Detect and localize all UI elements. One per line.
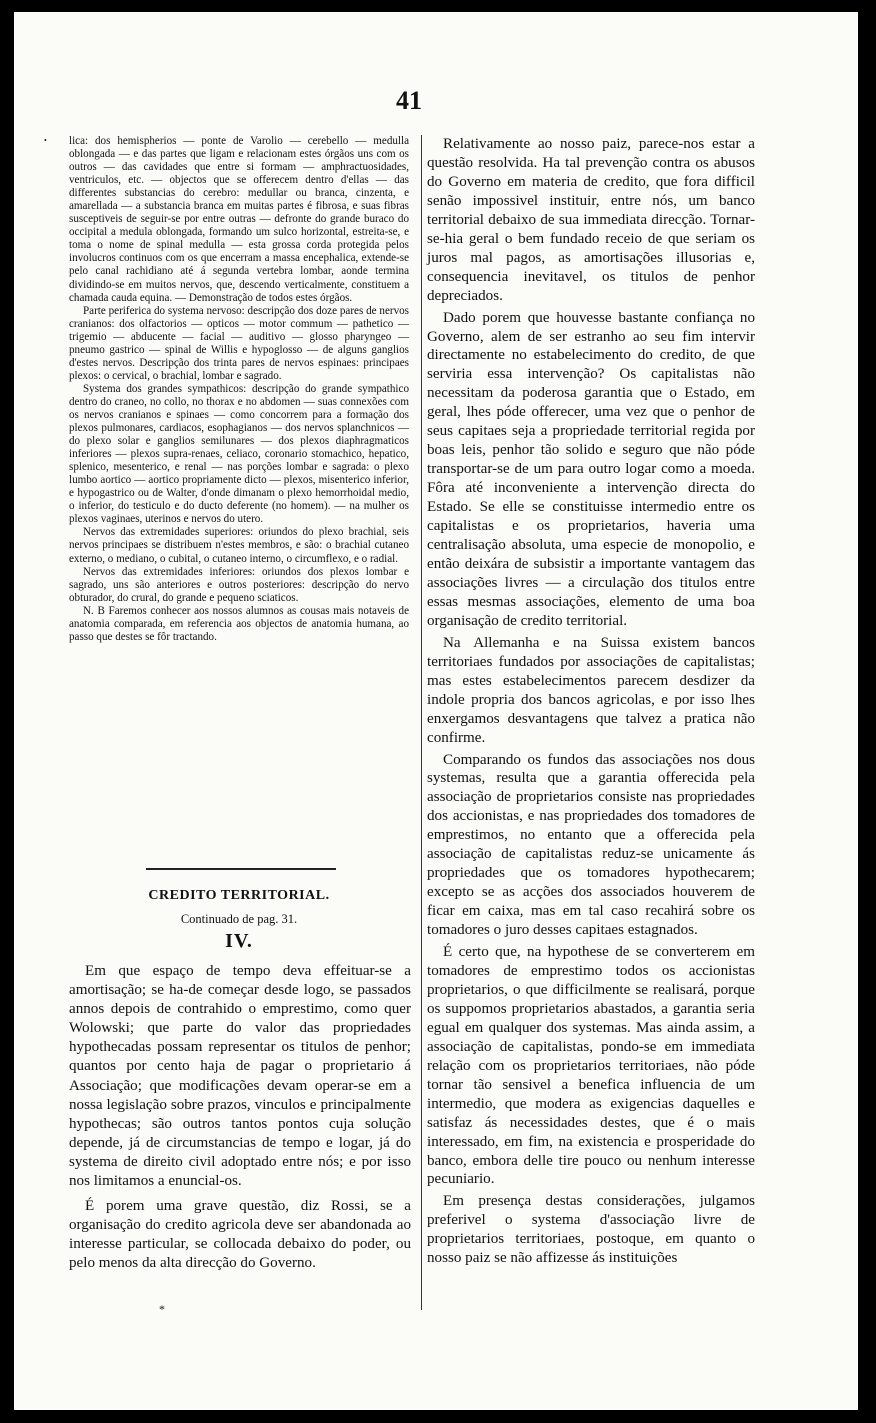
paragraph: lica: dos hemispherios — ponte de Varolio — cerebello — medulla oblongada — e das partes que ligam e relacionam estes órgãos uns com os outros — das cavidades que entre si formam — amphractuosidades, ventriculos, etc. — objectos que se offerecem dentro d'ellas — das differentes substancias do cerebro: medullar ou branca, cinzenta, e amarellada — a substancia branca em muitas partes é fibrosa, e suas fibras susceptiveis de seguir-se por entre outras — defronte do grande buraco do occipital a medula oblongada, formando um sulco horizontal, estreita-se, e toma o nome de spinal medulla — esta grossa corda protegida pelos involucros continuos com os que encerram a massa encephalica, extende-se pelo canal rachidiano até á segunda vertebra lombar, aonde termina dividindo-se em muitos nervos, que, descendo verticalmente, constituem a chamada cauda equina. — Demonstração de todos estes órgãos. xyxy=(69,135,409,304)
paragraph: Em que espaço de tempo deva effeituar-se a amortisação; se ha-de começar desde logo, se passados annos depois de contrahido o emprestimo, como quer Wolowski; que parte do valor das propriedades hypothecadas possam representar os titulos de penhor; quantos por cento haja de pagar o proprietario á Associação; que modificações devam operar-se em a nossa legislação sobre prazos, vinculos e principalmente hypothecas; são outros tantos pontos cuja solução depende, já de circumstancias de tempo e logar, já do systema de direito civil adoptado entre nós; e por isso nos limitamos a enuncial-os. xyxy=(69,963,411,1190)
column-divider xyxy=(421,135,422,1310)
paragraph: Na Allemanha e na Suissa existem bancos territoriaes fundados por associações de capitalistas; mas estes estabelecimentos parecem desdizer da indole propria dos bancos agricolas, e por isso lhes enxergamos desvantagens que talvez a pratica não confirme. xyxy=(427,634,755,746)
section-rule xyxy=(146,868,336,870)
footer-mark: * xyxy=(159,1302,165,1316)
right-column-text xyxy=(427,135,755,1268)
paragraph: Systema dos grandes sympathicos: descripção do grande sympathico dentro do craneo, no collo, no thorax e no abdomen — suas connexões com os nervos cranianos e spinaes — como concorrem para a formação dos plexos pulmonares, cardiacos, esophagianos — dos nervos splanchnicos — do plexo solar e ganglios semilunares — dos plexos diaphragmaticos inferiores — plexos supra-renaes, celiaco, coronario stomachico, hepatico, splenico, mesenterico, e renal — nas porções lombar e sagrada: o plexo lumbo aortico — aortico propriamente dicto — plexos, misenterico inferior, e hypogastrico ou de Walter, d'onde dimanam o plexo hemorrhoidal medio, o inferior, do testiculo e do ducto deferente (no homem). — na mulher os plexos vaginaes, uterinos e nervos do utero. xyxy=(69,382,409,526)
paragraph: É certo que, na hypothese de se converterem em tomadores de emprestimo todos os accionistas proprietarios, o que difficilmente se realisará, porque os suppomos proprietarios abastados, a garantia seria egual em qualquer dos systemas. Mas ainda assim, a associação de capitalistas, pondo-se em immediata relação com os proprietarios territoriaes, não póde tornar tão sensivel a benefica influencia de um intermedio, que modera as exigencias daquelles e satisfaz ás necessidades destes, que é o mais interessado, em fim, na existencia e prosperidade do banco, embora delle tire pouco ou nenhum interesse pecuniario. xyxy=(427,944,755,1188)
paragraph: Relativamente ao nosso paiz, parece-nos estar a questão resolvida. Ha tal prevenção contra os abusos do Governo em materia de credito, que fora difficil senão impossivel instituir, entre nós, um banco territorial debaixo de sua immediata direcção. Tornar-se-hia geral o bem fundado receio de que seriam os juros mal pagos, as amortisações illusorias e, consequencia inevitavel, os titulos de penhor depreciados. xyxy=(427,136,755,304)
paragraph: Dado porem que houvesse bastante confiança no Governo, alem de ser estranho ao seu fim intervir directamente no estabelecimento do credito, de que serviria essa intervenção? Os capitalistas não necessitam da poderosa garantia que o Estado, em geral, lhes póde offerecer, uma vez que o penhor de seus capitaes seja a propriedade territorial regida por boas leis, penhor tão solido e seguro que não póde transportar-se de um para outro logar como a moeda. Fôra até inconveniente a intervenção directa do Estado. Se elle se constituisse intermedio entre os capitalistas e os proprietarios, haveria uma centralisação absoluta, uma especie de monopolio, e então deixára de subsistir a importante vantagem das associações livres — a circulação dos titulos entre essas mesmas associações, elemento de uma boa organisação de credito territorial. xyxy=(427,309,755,629)
paragraph: Parte periferica do systema nervoso: descripção dos doze pares de nervos cranianos: dos olfactorios — opticos — motor commum — pathetico — trigemio — abducente — facial — auditivo — glosso pharyngeo — pneumo gastrico — spinal de Willis e hypoglosso — de alguns ganglios d'estes nervos. Descripção dos trinta pares de nervos espinaes: principaes plexos: o cervical, o brachial, lombar e sagrado. xyxy=(69,304,409,382)
left-column-article-text xyxy=(69,962,411,1274)
margin-mark: • xyxy=(44,136,47,145)
section-subtitle: Continuado de pag. 31. xyxy=(180,912,298,926)
section-title: CREDITO TERRITORIAL. xyxy=(148,888,330,903)
paragraph: Em presença destas considerações, julgamos preferivel o systema d'associação livre de proprietarios territoriaes, postoque, em quanto o nosso paiz se não affizesse ás instituições xyxy=(427,1193,755,1267)
paragraph: N. B Faremos conhecer aos nossos alumnos as cousas mais notaveis de anatomia comparada, em referencia aos objectos de anatomia humana, ao passo que destes se fôr tractando. xyxy=(69,604,409,643)
left-column-small-text xyxy=(69,135,409,644)
paragraph: Nervos das extremidades superiores: oriundos do plexo brachial, seis nervos principaes se distribuem n'estes membros, e são: o brachial cutaneo externo, o mediano, o cubital, o cutaneo interno, o circumflexo, e o radial. xyxy=(69,526,409,565)
scanned-page xyxy=(14,12,858,1410)
paragraph: É porem uma grave questão, diz Rossi, se a organisação do credito agricola deve ser abandonada ao interesse particular, se collocada debaixo do poder, ou pelo menos da alta direcção do Governo. xyxy=(69,1198,411,1272)
section-numeral: IV. xyxy=(225,930,253,952)
paragraph: Comparando os fundos das associações nos dous systemas, resulta que a garantia offerecida pela associação de proprietarios consiste nas propriedades dos accionistas, e nas propriedades dos tomadores de emprestimos, no entanto que a offerecida pela associação de capitalistas reduz-se unicamente ás propriedades que os tomadores hypothecarem; excepto se as acções dos associados houverem de ficar em caixa, mas em tal caso recahirá sobre os tomadores o juro desses capitaes estagnados. xyxy=(427,751,755,939)
page-number: 41 xyxy=(396,86,422,115)
paragraph: Nervos das extremidades inferiores: oriundos dos plexos lombar e sagrado, uns são anteriores e outros posteriores: descripção do nervo obturador, do crural, do grande e pequeno sciaticos. xyxy=(69,565,409,604)
